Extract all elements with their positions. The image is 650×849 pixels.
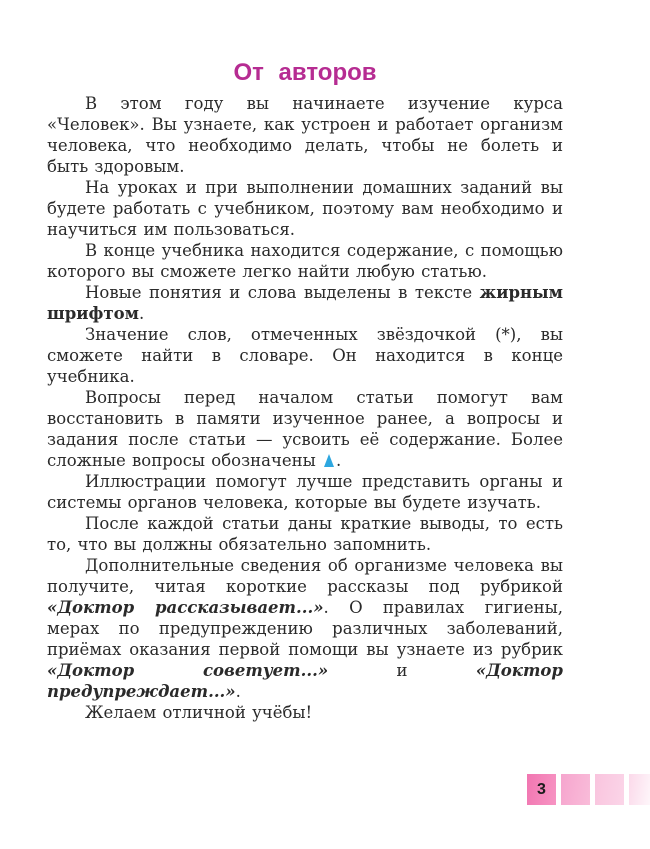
text-run: Желаем отличной учёбы! (85, 703, 313, 722)
footer-box-4 (629, 774, 650, 805)
paragraph (47, 513, 563, 555)
paragraph (47, 387, 563, 471)
content-area (47, 60, 563, 723)
text-run: Иллюстрации помогут лучше представить органы и системы органов человека, которые вы будете изучать. (47, 472, 563, 512)
text-run: Значение слов, отмеченных звёздочкой (*), вы сможете найти в словаре. Он находится в конце учебника. (47, 325, 563, 386)
text-run: . (235, 682, 241, 701)
text-run: . (138, 304, 145, 323)
paragraph (47, 555, 563, 702)
paragraph (47, 324, 563, 387)
text-run: «Доктор советует...» (47, 661, 329, 680)
paragraph (47, 240, 563, 282)
text-run: После каждой статьи даны краткие выводы, то есть то, что вы должны обязательно запомнить. (47, 514, 563, 554)
page-title: От авторов (233, 59, 377, 86)
page-number: 3 (537, 780, 546, 798)
footer-pagination (527, 774, 650, 805)
blue-triangle-marker (324, 454, 334, 467)
paragraph (47, 282, 563, 324)
text-run: . (336, 451, 342, 470)
text-run: жирным шрифтом (47, 283, 563, 323)
paragraph (47, 471, 563, 513)
text-run: Новые понятия и слова выделены в тексте (85, 283, 480, 302)
text-run: и (328, 661, 476, 680)
paragraph (47, 177, 563, 240)
page-number-box (527, 774, 556, 805)
text-run: В конце учебника находится содержание, с помощью которого вы сможете легко найти любую статью. (47, 241, 563, 281)
footer-box-2 (561, 774, 590, 805)
paragraph (47, 93, 563, 177)
text-run: . О правилах гигиены, мерах по предупреждению различных заболеваний, приёмах оказания первой помощи вы узнаете из рубрик (47, 598, 563, 659)
text-run: «Доктор предупреждает...» (47, 661, 563, 701)
text-run: Вопросы перед началом статьи помогут вам восстановить в памяти изученное ранее, а вопросы и задания после статьи — усвоить её содержание. Более сложные вопросы обозначены (47, 388, 563, 470)
text-block (47, 93, 563, 723)
text-run: На уроках и при выполнении домашних заданий вы будете работать с учебником, поэтому вам необходимо и научиться им пользоваться. (47, 178, 563, 239)
footer-box-3 (595, 774, 624, 805)
text-run: В этом году вы начинаете изучение курса «Человек». Вы узнаете, как устроен и работает организм человека, что необходимо делать, чтобы не болеть и быть здоровым. (47, 94, 563, 176)
paragraph (47, 702, 563, 723)
text-run: Дополнительные сведения об организме человека вы получите, читая короткие рассказы под рубрикой (47, 556, 563, 596)
text-run: «Доктор рассказывает...» (47, 598, 324, 617)
